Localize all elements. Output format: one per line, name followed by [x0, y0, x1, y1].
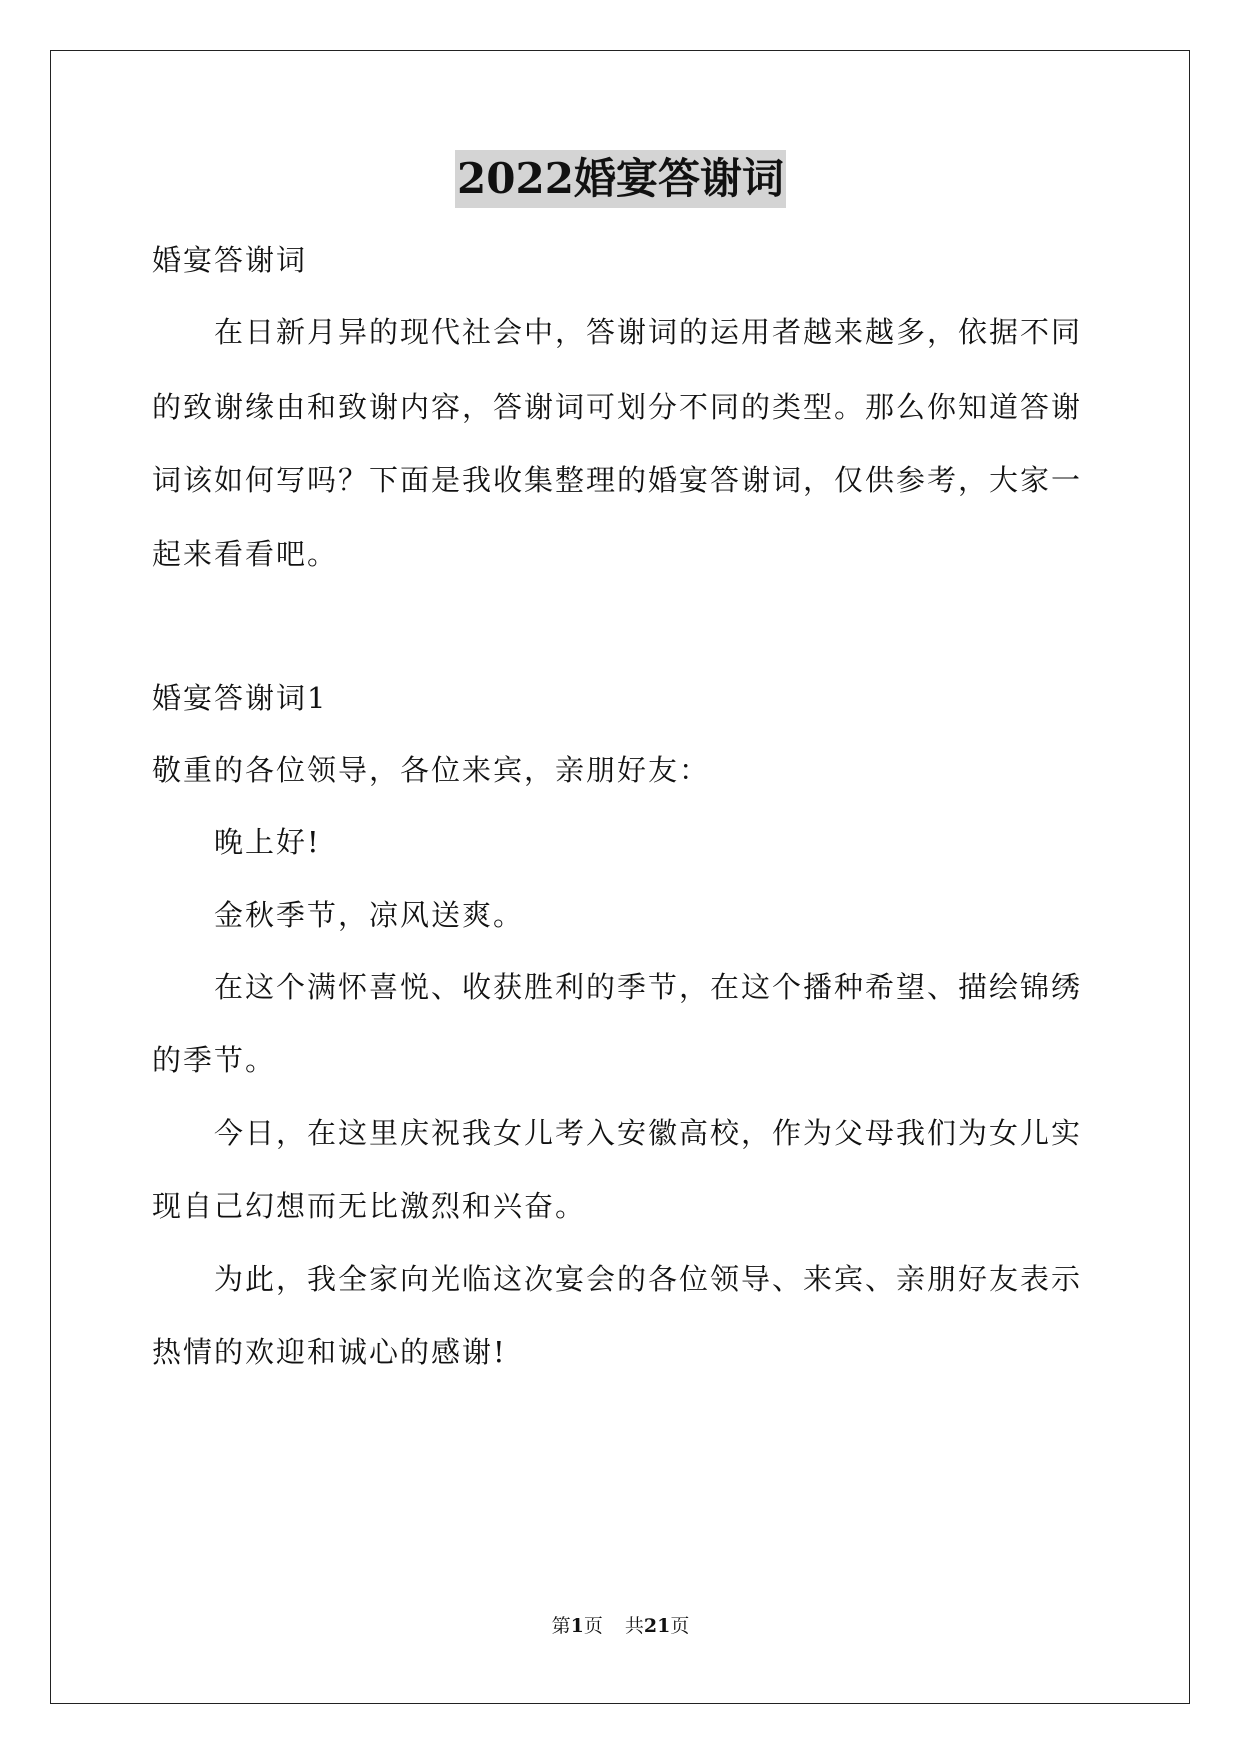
document-title: 2022婚宴答谢词	[455, 150, 786, 208]
section-heading: 婚宴答谢词1	[152, 681, 328, 715]
paragraph-line: 现自己幻想而无比激烈和兴奋。	[152, 1189, 587, 1223]
total-prefix: 共	[624, 1615, 644, 1637]
paragraph-line: 词该如何写吗？下面是我收集整理的婚宴答谢词，仅供参考，大家一	[152, 463, 1083, 497]
total-suffix: 页	[670, 1615, 690, 1637]
paragraph-line: 金秋季节，凉风送爽。	[214, 898, 525, 932]
paragraph-line: 的致谢缘由和致谢内容，答谢词可划分不同的类型。那么你知道答谢	[152, 390, 1083, 424]
section-heading: 婚宴答谢词	[152, 243, 308, 277]
page-footer	[0, 1614, 1241, 1638]
paragraph-line: 热情的欢迎和诚心的感谢!	[152, 1335, 507, 1369]
paragraph-line: 起来看看吧。	[152, 537, 339, 571]
page-suffix: 页	[583, 1615, 603, 1637]
page-border	[50, 50, 1190, 1704]
title-container	[0, 150, 1241, 208]
paragraph-line: 在日新月异的现代社会中，答谢词的运用者越来越多，依据不同	[214, 315, 1083, 349]
page-prefix: 第	[551, 1615, 571, 1637]
paragraph-line: 为此，我全家向光临这次宴会的各位领导、来宾、亲朋好友表示	[214, 1262, 1083, 1296]
paragraph-line: 晚上好!	[214, 825, 321, 859]
paragraph-line: 今日，在这里庆祝我女儿考入安徽高校，作为父母我们为女儿实	[214, 1116, 1083, 1150]
paragraph-line: 的季节。	[152, 1043, 277, 1077]
page-current: 1	[570, 1615, 584, 1637]
salutation-line: 敬重的各位领导，各位来宾，亲朋好友：	[152, 753, 711, 787]
paragraph-line: 在这个满怀喜悦、收获胜利的季节，在这个播种希望、描绘锦绣	[214, 970, 1083, 1004]
page-total: 21	[643, 1615, 671, 1637]
